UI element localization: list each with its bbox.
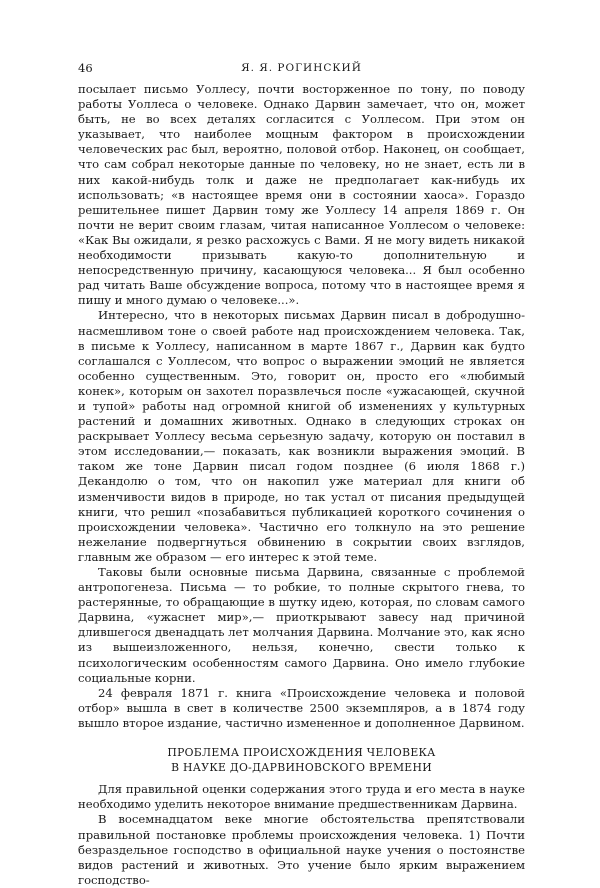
- section-heading-line: В НАУКЕ ДО-ДАРВИНОВСКОГО ВРЕМЕНИ: [171, 760, 432, 774]
- paragraph: В восемнадцатом веке многие обстоятельства препятствовали правильной постановке проблемы происхождения человека. 1) Почти безраздельное господство в официальной науке учения о постоянстве видов растений и животных. Это учение было ярким выражением господство-: [78, 812, 525, 887]
- section-heading: [78, 746, 525, 775]
- running-title: Я. Я. РОГИНСКИЙ: [241, 62, 362, 74]
- paragraph: Для правильной оценки содержания этого труда и его места в науке необходимо уделить некоторое внимание предшественникам Дарвина.: [78, 782, 525, 812]
- paragraph: Таковы были основные письма Дарвина, связанные с проблемой антропогенеза. Письма — то робкие, то полные скрытого гнева, то растерянные, то обращающие в шутку идею, которая, по словам самого Дарвина, «ужаснет мир»,— приоткрывают завесу над причиной длившегося двенадцать лет молчания Дарвина. Молчание это, как ясно из вышеизложенного, нельзя, конечно, свести только к психологическим особенностям самого Дарвина. Оно имело глубокие социальные корни.: [78, 565, 525, 685]
- paragraph: 24 февраля 1871 г. книга «Происхождение человека и половой отбор» вышла в свет в количестве 2500 экземпляров, а в 1874 году вышло второе издание, частично измененное и дополненное Дарвином.: [78, 685, 525, 730]
- book-page: [78, 58, 525, 888]
- paragraph: Интересно, что в некоторых письмах Дарвин писал в добродушно-насмешливом тоне о своей работе над происхождением человека. Так, в письме к Уоллесу, написанном в марте 1867 г., Дарвин как будто соглашался с Уоллесом, что вопрос о выражении эмоций не является особенно существенным. Это, говорит он, просто его «любимый конек», которым он захотел поразвлечься после «ужасающей, скучной и тупой» работы над огромной книгой об изменениях у культурных растений и домашних животных. Однако в следующих строках он раскрывает Уоллесу весьма серьезную задачу, которую он поставил в этом исследовании,— показать, как возникли выражения эмоций. В таком же тоне Дарвин писал годом позднее (6 июля 1868 г.) Декандолю о том, что он накопил уже материал для книги об изменчивости видов в природе, но так устал от писания предыдущей книги, что решил «позабавиться публикацией короткого сочинения о происхождении человека». Частично его толкнуло на это решение нежелание подвергнуться обвинению в сокрытии своих взглядов, главным же образом — его интерес к этой теме.: [78, 308, 525, 564]
- running-head: [78, 58, 525, 78]
- page-number: 46: [78, 61, 93, 75]
- section-heading-line: ПРОБЛЕМА ПРОИСХОЖДЕНИЯ ЧЕЛОВЕКА: [167, 746, 436, 760]
- paragraph: посылает письмо Уоллесу, почти восторженное по тону, по поводу работы Уоллеса о человеке. Однако Дарвин замечает, что он, может быть, не во всех деталях согласится с Уоллесом. При этом он указывает, что наиболее мощным фактором в происхождении человеческих рас был, вероятно, половой отбор. Наконец, он сообщает, что сам собрал некоторые данные по человеку, но не знает, есть ли в них какой-нибудь толк и даже не предполагает как-нибудь их использовать; «в настоящее время они в состоянии хаоса». Гораздо решительнее пишет Дарвин тому же Уоллесу 14 апреля 1869 г. Он почти не верит своим глазам, читая написанное Уоллесом о человеке: «Как Вы ожидали, я резко расхожусь с Вами. Я не могу видеть никакой необходимости призывать какую-то дополнительную и непосредственную причину, касающуюся человека... Я был особенно рад читать Ваше обсуждение вопроса, потому что в настоящее время я пишу и много думаю о человеке...».: [78, 82, 525, 308]
- body-text: [78, 82, 525, 888]
